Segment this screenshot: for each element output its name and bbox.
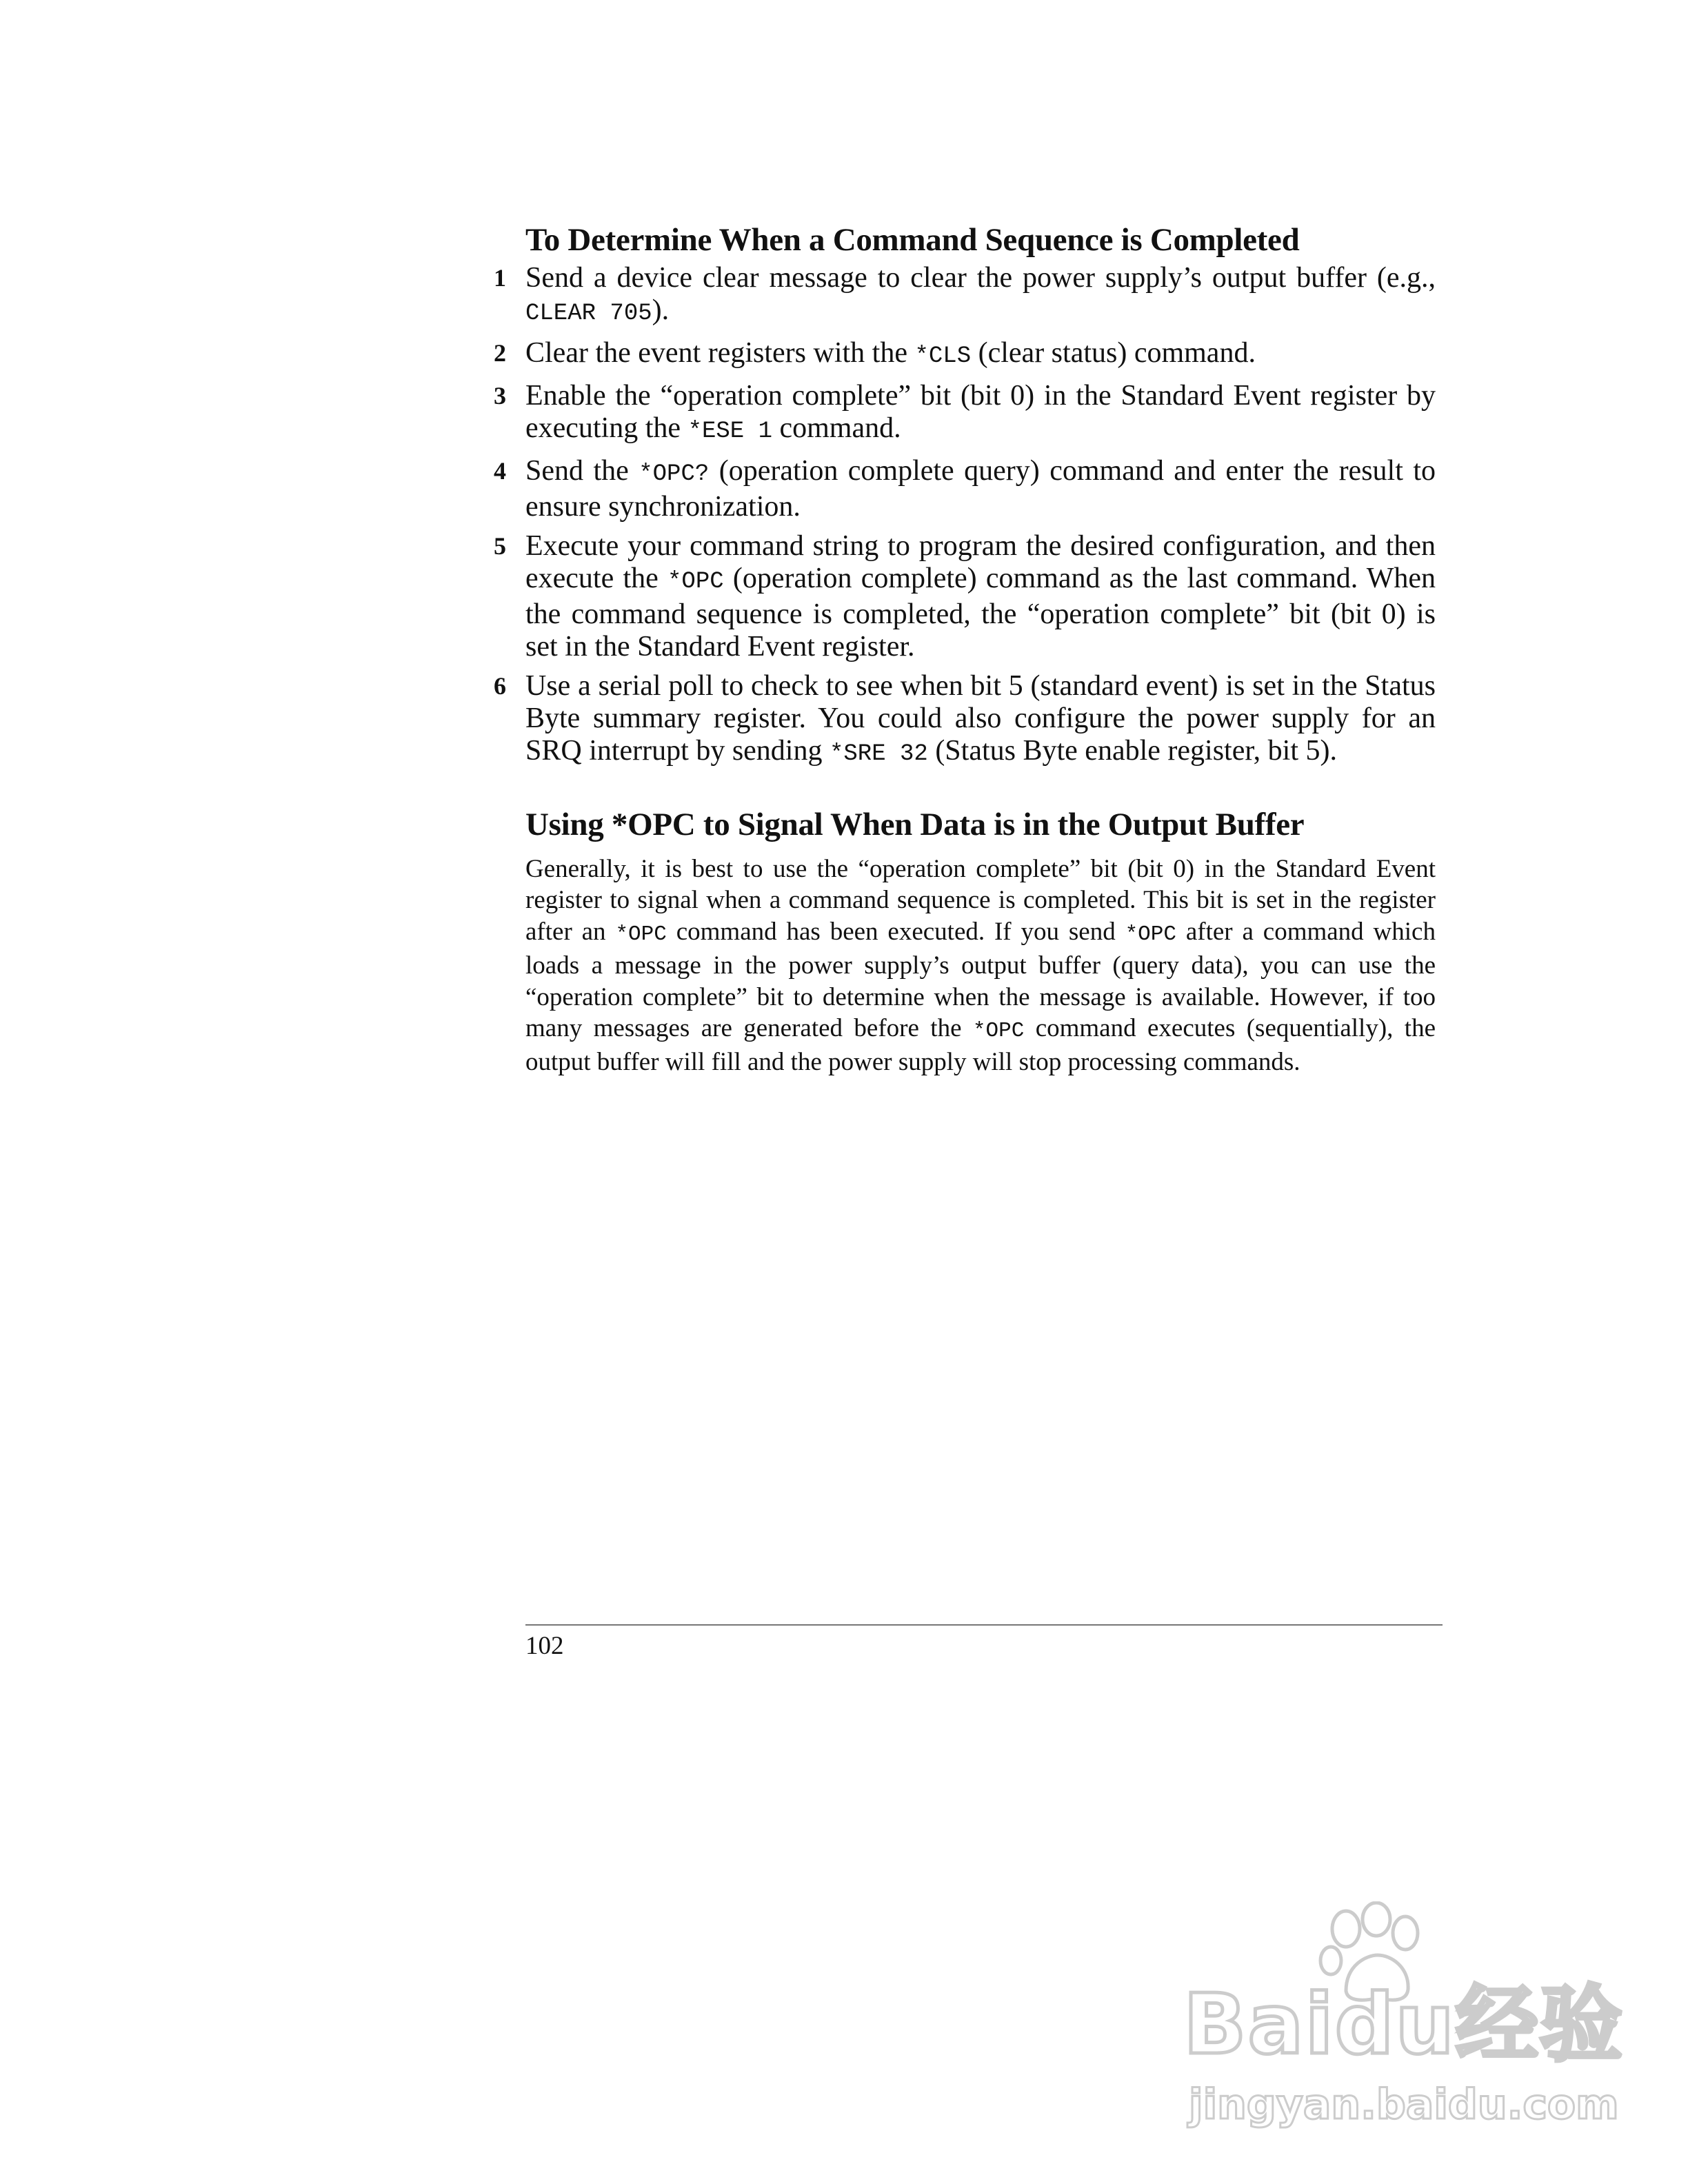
text-run: Send a device clear message to clear the power supply’s output buffer (e.g., bbox=[525, 262, 1436, 294]
inline-code: *OPC bbox=[1125, 922, 1176, 947]
step-item bbox=[494, 530, 1436, 663]
text-run: Enable the “operation complete” bit (bit 0) in the Standard Event register by executing the bbox=[525, 380, 1436, 444]
text-run: (operation complete) command as the last command. When the command sequence is completed, the “operation complete” bit (bit 0) is set in the Standard Event register. bbox=[525, 563, 1436, 663]
watermark-brand: Baidu经验 bbox=[1183, 1977, 1624, 2073]
text-run: (clear status) command. bbox=[971, 337, 1256, 369]
step-text bbox=[525, 670, 1436, 767]
inline-code: *OPC bbox=[667, 569, 724, 595]
inline-code: *OPC? bbox=[639, 461, 710, 487]
inline-code: *OPC bbox=[972, 1019, 1025, 1044]
section-heading-opc-output-buffer: Using *OPC to Signal When Data is in the Output Buffer bbox=[525, 807, 1305, 842]
footer-divider bbox=[525, 1624, 1443, 1626]
step-item bbox=[494, 455, 1436, 523]
step-item bbox=[494, 262, 1436, 330]
watermark-url: jingyan.baidu.com bbox=[1189, 2081, 1619, 2129]
inline-code: *CLS bbox=[914, 343, 972, 370]
text-run: Generally, it is best to use the “operation complete” bit (bit 0) in the Standard Event register to signal when a command sequence is completed. This bit is set in the register after an bbox=[525, 855, 1436, 946]
page-number: 102 bbox=[525, 1632, 564, 1660]
step-number: 4 bbox=[494, 457, 506, 485]
inline-code: *ESE 1 bbox=[687, 418, 772, 445]
step-text bbox=[525, 455, 1436, 523]
section-opc-output-buffer bbox=[525, 804, 1436, 1078]
step-number: 5 bbox=[494, 532, 506, 560]
step-number: 2 bbox=[494, 339, 506, 367]
section-paragraph bbox=[525, 853, 1436, 1078]
step-number: 1 bbox=[494, 264, 506, 292]
step-number: 6 bbox=[494, 672, 506, 700]
inline-code: *SRE 32 bbox=[829, 741, 928, 767]
step-text bbox=[525, 337, 1256, 369]
text-run: (Status Byte enable register, bit 5). bbox=[927, 735, 1337, 767]
step-number: 3 bbox=[494, 382, 506, 410]
baidu-watermark bbox=[1183, 1901, 1624, 2150]
step-item bbox=[494, 337, 1436, 373]
text-run: (operation complete query) command and enter the result to ensure synchronization. bbox=[525, 455, 1436, 523]
text-run: command. bbox=[772, 412, 901, 444]
step-item bbox=[494, 670, 1436, 771]
inline-code: CLEAR 705 bbox=[525, 301, 652, 327]
text-run: Send the bbox=[525, 455, 639, 487]
text-run: ). bbox=[652, 294, 670, 326]
text-run: after a command which loads a message in the power supply’s output buffer (query data), you can use the “operation complete” bit to determine when the message is available. However, if too many messages are generated before the bbox=[525, 917, 1436, 1043]
text-run: command executes (sequentially), the output buffer will fill and the power supply will stop processing commands. bbox=[525, 1014, 1436, 1077]
section-heading-command-sequence: To Determine When a Command Sequence is Completed bbox=[525, 222, 1300, 258]
step-text bbox=[525, 530, 1436, 663]
step-list bbox=[494, 262, 1436, 771]
text-run: Use a serial poll to check to see when bit 5 (standard event) is set in the Status Byte summary register. You could also configure the power supply for an SRQ interrupt by sending bbox=[525, 670, 1436, 767]
text-run: Execute your command string to program the desired configuration, and then execute the bbox=[525, 530, 1436, 594]
inline-code: *OPC bbox=[615, 922, 667, 947]
step-text bbox=[525, 380, 1436, 444]
page-content bbox=[494, 219, 1436, 1078]
text-run: command has been executed. If you send bbox=[666, 917, 1125, 946]
step-item bbox=[494, 380, 1436, 448]
step-text bbox=[525, 262, 1436, 326]
text-run: Clear the event registers with the bbox=[525, 337, 915, 369]
